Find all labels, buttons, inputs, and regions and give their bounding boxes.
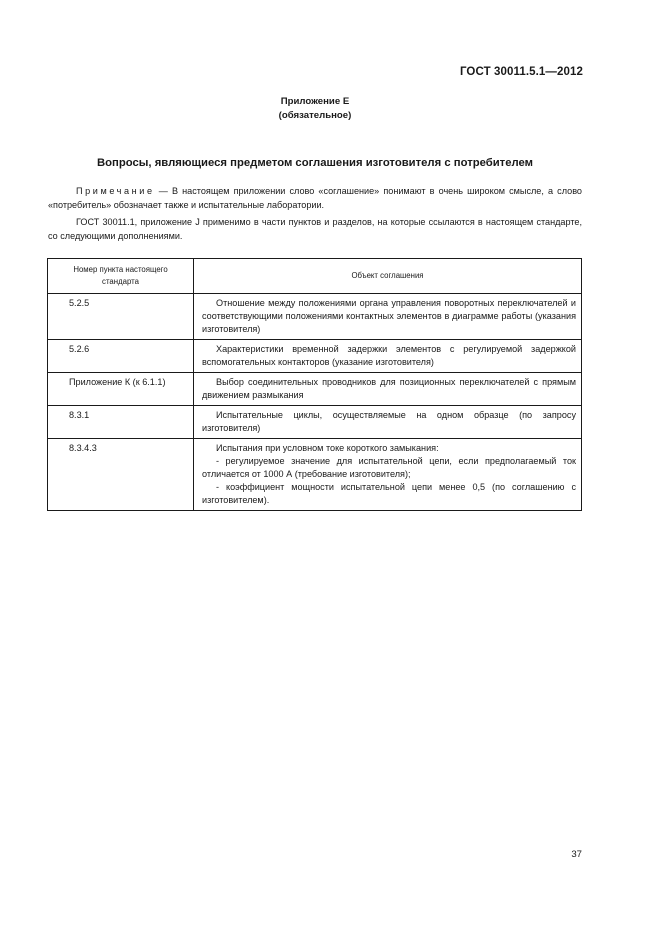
object-list-item: - регулируемое значение для испытательной цепи, если предполагаемый ток отличается от 1000 А (требование изготовителя); [202, 456, 576, 479]
header-agreement-object: Объект соглашения [194, 259, 582, 294]
scope-paragraph: ГОСТ 30011.1, приложение J применимо в части пунктов и разделов, на которые ссылаются в настоящем стандарте, со следующими дополнениями. [48, 217, 582, 241]
note-text: — В настоящем приложении слово «соглашение» понимают в очень широком смысле, а слово «потребитель» обозначает также и испытательные лаборатории. [48, 186, 582, 210]
table-row [48, 406, 582, 439]
page-number: 37 [571, 849, 582, 860]
agreement-object [194, 439, 582, 511]
agreement-object [194, 294, 582, 340]
annex-subtitle: (обязательное) [278, 110, 352, 121]
object-text: Характеристики временной задержки элементов с регулируемой задержкой вспомогательных контакторов (указание изготовителя) [202, 344, 576, 367]
note-paragraph [48, 184, 582, 212]
object-text: Испытательные циклы, осуществляемые на одном образце (по запросу изготовителя) [202, 410, 576, 433]
clause-number: Приложение К (к 6.1.1) [48, 373, 194, 406]
agreement-object [194, 340, 582, 373]
object-list-item: - коэффициент мощности испытательной цепи менее 0,5 (по соглашению с изготовителем). [202, 482, 576, 505]
object-text: Отношение между положениями органа управления поворотных переключателей и соответствующими положениями контактных элементов в диаграмме работы (указания изготовителя) [202, 298, 576, 334]
annex-title-block [0, 95, 630, 123]
clause-number: 5.2.5 [48, 294, 194, 340]
clause-number: 8.3.1 [48, 406, 194, 439]
section-heading: Вопросы, являющиеся предметом соглашения изготовителя с потребителем [96, 157, 534, 169]
clause-number: 5.2.6 [48, 340, 194, 373]
annex-title: Приложение Е [280, 96, 350, 107]
table-row [48, 340, 582, 373]
note-label: Примечание [76, 186, 155, 196]
clause-number: 8.3.4.3 [48, 439, 194, 511]
table-row [48, 439, 582, 511]
document-code: ГОСТ 30011.5.1—2012 [459, 66, 583, 78]
table-row [48, 373, 582, 406]
header-clause-number: Номер пункта настоящего стандарта [48, 259, 194, 294]
agreement-table [47, 258, 582, 511]
agreement-object [194, 373, 582, 406]
table-row [48, 294, 582, 340]
agreement-object [194, 406, 582, 439]
object-text: Выбор соединительных проводников для позиционных переключателей с прямым движением размыкания [202, 377, 576, 400]
table-header-row [48, 259, 582, 294]
object-text: Испытания при условном токе короткого замыкания: [216, 443, 439, 453]
